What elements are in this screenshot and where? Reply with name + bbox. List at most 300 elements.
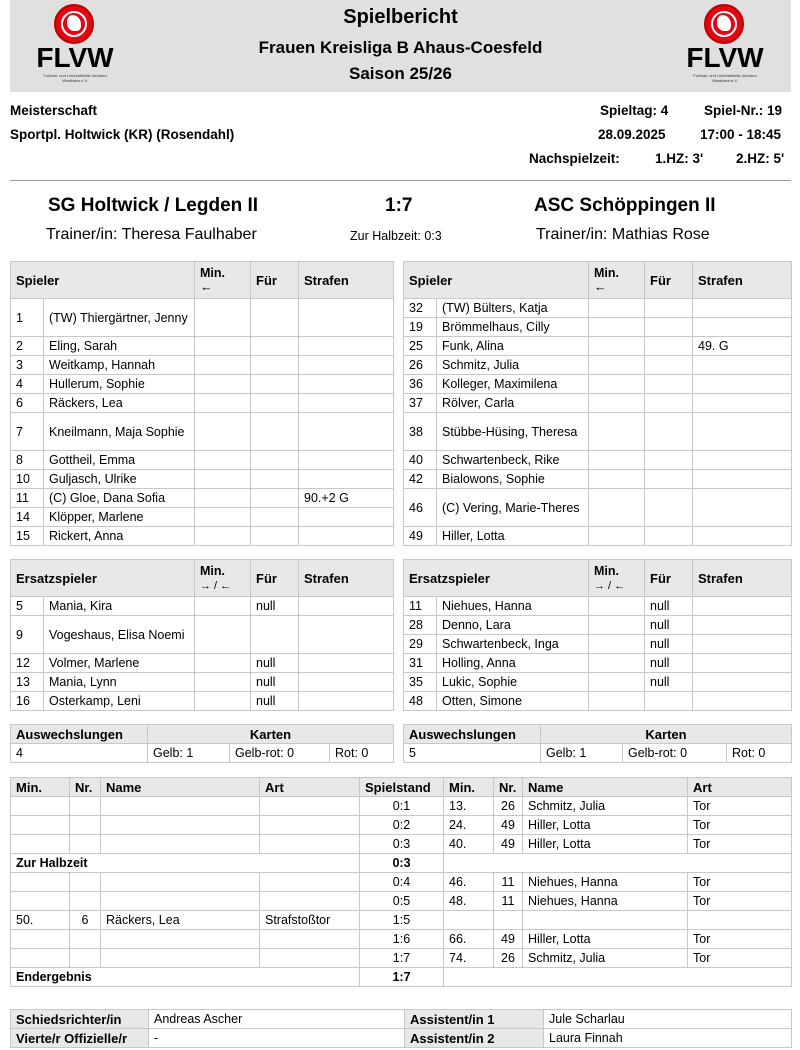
event-row [11,930,792,949]
home-event-minute: 50. [11,911,70,930]
player-row [11,451,394,470]
player-minute [589,375,645,394]
player-penalties [693,470,792,489]
player-replaced-by: null [645,673,693,692]
report-header [10,0,791,92]
logo-text: FLVW [36,42,114,73]
home-event-minute [11,835,70,854]
player-row [11,692,394,711]
player-replaced-by [645,318,693,337]
home-summary-table [10,724,394,763]
player-row [404,470,792,489]
divider [10,180,791,181]
extra-time-half2: 2.HZ: 5' [736,151,785,166]
player-number: 11 [404,597,437,616]
event-row [11,873,792,892]
home-event-type [260,949,360,968]
player-minute [589,673,645,692]
player-minute [589,616,645,635]
player-row [404,318,792,337]
player-name: (TW) Thiergärtner, Jenny [44,299,195,337]
away-event-number [494,911,523,930]
player-minute [589,654,645,673]
event-row [11,911,792,930]
player-row [11,597,394,616]
header-art: Art [688,778,792,797]
player-replaced-by [645,356,693,375]
player-replaced-by [645,527,693,546]
player-row [11,673,394,692]
player-penalties [693,692,792,711]
player-minute [195,673,251,692]
header-spieler: Spieler [11,262,195,299]
player-minute [195,356,251,375]
player-penalties [299,375,394,394]
home-yellow-red: Gelb-rot: 0 [230,744,330,763]
player-name: Schmitz, Julia [437,356,589,375]
player-penalties [299,692,394,711]
halftime-row [11,854,792,873]
player-name: Rickert, Anna [44,527,195,546]
label-assistant-1: Assistent/in 1 [405,1010,544,1029]
player-row [404,635,792,654]
player-number: 10 [11,470,44,489]
header-strafen: Strafen [299,262,394,299]
match-events-table [10,777,792,987]
player-penalties [693,597,792,616]
header-karten: Karten [148,725,394,744]
header-fuer: Für [645,262,693,299]
player-row [11,527,394,546]
away-event-minute [444,911,494,930]
player-minute [195,527,251,546]
player-penalties [299,616,394,654]
player-row [404,413,792,451]
score-at-event: 1:5 [360,911,444,930]
player-number: 28 [404,616,437,635]
home-event-minute [11,873,70,892]
header-nr: Nr. [494,778,523,797]
player-name: Hullerum, Sophie [44,375,195,394]
player-row [404,394,792,413]
player-number: 1 [11,299,44,337]
header-fuer: Für [251,262,299,299]
player-number: 46 [404,489,437,527]
away-yellow-red: Gelb-rot: 0 [623,744,727,763]
player-number: 9 [11,616,44,654]
player-penalties [693,299,792,318]
final-row [11,968,792,987]
player-number: 42 [404,470,437,489]
player-number: 19 [404,318,437,337]
away-event-minute: 74. [444,949,494,968]
away-event-number: 49 [494,816,523,835]
empty-cell [444,968,792,987]
player-replaced-by [645,394,693,413]
home-event-player [101,873,260,892]
player-name: Volmer, Marlene [44,654,195,673]
player-minute [195,337,251,356]
logo-tagline: Fußball- und Leichtathletik-Verband Westfalen e.V. [43,73,107,83]
home-event-type [260,930,360,949]
player-row [11,375,394,394]
player-name: Vogeshaus, Elisa Noemi [44,616,195,654]
player-penalties [693,375,792,394]
away-event-minute: 24. [444,816,494,835]
player-minute [195,413,251,451]
venue: Sportpl. Holtwick (KR) (Rosendahl) [10,127,235,142]
home-event-type [260,816,360,835]
halftime-label: Zur Halbzeit [11,854,360,873]
player-penalties [693,413,792,451]
player-penalties [299,337,394,356]
player-number: 25 [404,337,437,356]
header-auswechslungen: Auswechslungen [404,725,541,744]
away-event-number: 26 [494,797,523,816]
player-minute [195,375,251,394]
player-replaced-by: null [645,616,693,635]
player-penalties [299,597,394,616]
player-minute [195,508,251,527]
player-replaced-by: null [251,597,299,616]
officials-table [10,1009,792,1048]
player-number: 38 [404,413,437,451]
halftime-score: Zur Halbzeit: 0:3 [350,229,442,243]
player-name: Funk, Alina [437,337,589,356]
away-event-number: 11 [494,892,523,911]
home-event-number [70,835,101,854]
player-number: 8 [11,451,44,470]
player-row [11,654,394,673]
player-row [11,394,394,413]
player-name: Rölver, Carla [437,394,589,413]
player-replaced-by [645,337,693,356]
player-number: 15 [11,527,44,546]
player-name: Weitkamp, Hannah [44,356,195,375]
player-number: 37 [404,394,437,413]
player-minute [195,394,251,413]
score-at-event: 1:7 [360,949,444,968]
player-minute [589,413,645,451]
home-trainer: Trainer/in: Theresa Faulhaber [46,226,257,243]
player-row [404,673,792,692]
extra-time-label: Nachspielzeit: [529,151,620,166]
home-event-number [70,797,101,816]
player-minute [195,692,251,711]
away-event-number: 49 [494,835,523,854]
final-score: 1:7 [385,195,413,216]
player-minute [195,489,251,508]
header-min: Min. [11,778,70,797]
away-sub-count: 5 [404,744,541,763]
player-replaced-by [251,451,299,470]
report-title: Spielbericht [343,6,458,28]
home-event-number: 6 [70,911,101,930]
home-event-number [70,873,101,892]
player-minute [589,527,645,546]
label-assistant-2: Assistent/in 2 [405,1029,544,1048]
away-event-minute: 48. [444,892,494,911]
header-ersatzspieler: Ersatzspieler [11,560,195,597]
player-replaced-by: null [645,597,693,616]
player-replaced-by [645,489,693,527]
player-number: 26 [404,356,437,375]
player-row [404,299,792,318]
away-event-type: Tor [688,949,792,968]
score-at-event: 0:2 [360,816,444,835]
player-replaced-by [251,616,299,654]
home-subs-table [10,559,394,711]
label-fourth-official: Vierte/r Offizielle/r [11,1029,149,1048]
home-event-minute [11,892,70,911]
player-minute [589,299,645,318]
league-name: Frauen Kreisliga B Ahaus-Coesfeld [258,38,543,57]
header-min: Min. [444,778,494,797]
player-row [404,616,792,635]
player-replaced-by [251,489,299,508]
player-number: 4 [11,375,44,394]
player-replaced-by [251,394,299,413]
player-minute [589,635,645,654]
header-name: Name [101,778,260,797]
home-event-minute [11,816,70,835]
away-event-type: Tor [688,930,792,949]
home-event-minute [11,930,70,949]
header-auswechslungen: Auswechslungen [11,725,148,744]
player-number: 16 [11,692,44,711]
away-event-player: Niehues, Hanna [523,892,688,911]
player-penalties [693,451,792,470]
player-penalties: 90.+2 G [299,489,394,508]
player-row [11,489,394,508]
player-penalties [299,527,394,546]
away-event-minute: 66. [444,930,494,949]
player-minute [589,394,645,413]
player-minute [195,654,251,673]
player-name: Schwartenbeck, Inga [437,635,589,654]
score-at-event: 0:1 [360,797,444,816]
player-replaced-by: null [251,654,299,673]
away-event-number: 49 [494,930,523,949]
player-number: 13 [11,673,44,692]
away-event-type [688,911,792,930]
home-event-player [101,949,260,968]
player-replaced-by [251,337,299,356]
player-minute [589,451,645,470]
header-spieler: Spieler [404,262,589,299]
away-event-player [523,911,688,930]
player-replaced-by [645,299,693,318]
player-row [11,616,394,654]
header-art: Art [260,778,360,797]
player-penalties [693,356,792,375]
event-row [11,816,792,835]
away-yellow: Gelb: 1 [541,744,623,763]
player-penalties [693,673,792,692]
home-event-minute [11,949,70,968]
score-at-event: 0:4 [360,873,444,892]
player-minute [589,692,645,711]
header-fuer: Für [645,560,693,597]
match-date: 28.09.2025 [598,127,666,142]
player-number: 2 [11,337,44,356]
fourth-official-name: - [149,1029,405,1048]
player-row [404,692,792,711]
player-name: Kneilmann, Maja Sophie [44,413,195,451]
player-replaced-by: null [251,673,299,692]
player-row [404,527,792,546]
header-fuer: Für [251,560,299,597]
match-number: Spiel-Nr.: 19 [704,103,783,118]
player-number: 36 [404,375,437,394]
player-row [11,337,394,356]
away-event-type: Tor [688,816,792,835]
header-name: Name [523,778,688,797]
home-event-number [70,930,101,949]
player-name: Mania, Lynn [44,673,195,692]
player-minute [195,616,251,654]
player-name: Klöpper, Marlene [44,508,195,527]
player-penalties [299,470,394,489]
away-event-minute: 46. [444,873,494,892]
player-row [404,489,792,527]
player-penalties [693,616,792,635]
player-number: 35 [404,673,437,692]
header-strafen: Strafen [299,560,394,597]
player-name: Räckers, Lea [44,394,195,413]
away-event-player: Niehues, Hanna [523,873,688,892]
player-row [11,356,394,375]
logo-text: FLVW [686,42,764,73]
away-lineup-table [403,261,792,546]
event-row [11,835,792,854]
away-subs-table [403,559,792,711]
player-name: Eling, Sarah [44,337,195,356]
player-number: 11 [11,489,44,508]
player-name: Hiller, Lotta [437,527,589,546]
player-replaced-by [251,299,299,337]
home-event-number [70,816,101,835]
score-at-event: 0:5 [360,892,444,911]
home-event-number [70,949,101,968]
player-row [404,375,792,394]
empty-cell [444,854,792,873]
player-penalties [693,318,792,337]
score-at-event: 1:6 [360,930,444,949]
away-event-player: Hiller, Lotta [523,835,688,854]
player-row [11,508,394,527]
home-event-player [101,892,260,911]
player-name: Niehues, Hanna [437,597,589,616]
home-yellow: Gelb: 1 [148,744,230,763]
player-name: (TW) Bülters, Katja [437,299,589,318]
player-row [404,337,792,356]
header-strafen: Strafen [693,262,792,299]
player-number: 3 [11,356,44,375]
assistant-1-name: Jule Scharlau [544,1010,792,1029]
away-event-type: Tor [688,797,792,816]
player-name: Lukic, Sophie [437,673,589,692]
header-min: Min. → / ← [195,560,251,597]
player-minute [589,489,645,527]
label-referee: Schiedsrichter/in [11,1010,149,1029]
player-number: 14 [11,508,44,527]
player-penalties [299,508,394,527]
away-red: Rot: 0 [727,744,792,763]
player-replaced-by [645,692,693,711]
player-row [404,654,792,673]
player-name: Bialowons, Sophie [437,470,589,489]
player-minute [195,470,251,489]
away-team-name: ASC Schöppingen II [534,195,716,216]
player-penalties [299,299,394,337]
player-row [11,299,394,337]
player-name: (C) Gloe, Dana Sofia [44,489,195,508]
player-replaced-by [251,375,299,394]
player-number: 6 [11,394,44,413]
player-name: Brömmelhaus, Cilly [437,318,589,337]
away-event-number: 26 [494,949,523,968]
player-minute [195,597,251,616]
player-row [11,413,394,451]
player-replaced-by [645,375,693,394]
home-event-minute [11,797,70,816]
player-penalties [299,654,394,673]
player-row [404,356,792,375]
player-number: 32 [404,299,437,318]
player-minute [589,318,645,337]
player-name: Schwartenbeck, Rike [437,451,589,470]
matchday: Spieltag: 4 [600,103,669,118]
away-summary-table [403,724,792,763]
player-row [404,451,792,470]
player-penalties: 49. G [693,337,792,356]
player-replaced-by [645,470,693,489]
home-lineup-table [10,261,394,546]
score-at-event: 1:7 [360,968,444,987]
final-label: Endergebnis [11,968,360,987]
player-name: Mania, Kira [44,597,195,616]
player-minute [589,337,645,356]
player-number: 12 [11,654,44,673]
player-replaced-by [251,508,299,527]
player-replaced-by: null [251,692,299,711]
season: Saison 25/26 [348,64,452,83]
player-replaced-by [251,470,299,489]
player-penalties [693,394,792,413]
home-event-player [101,797,260,816]
header-ersatzspieler: Ersatzspieler [404,560,589,597]
player-penalties [693,635,792,654]
event-row [11,892,792,911]
player-name: (C) Vering, Marie-Theres [437,489,589,527]
logo-tagline: Fußball- und Leichtathletik-Verband Westfalen e.V. [693,73,757,83]
assistant-2-name: Laura Finnah [544,1029,792,1048]
away-event-player: Hiller, Lotta [523,816,688,835]
player-number: 40 [404,451,437,470]
player-penalties [299,413,394,451]
horse-emblem-icon [704,4,744,44]
away-event-player: Hiller, Lotta [523,930,688,949]
player-number: 49 [404,527,437,546]
player-replaced-by [251,527,299,546]
home-event-player [101,816,260,835]
player-name: Osterkamp, Leni [44,692,195,711]
player-number: 48 [404,692,437,711]
away-event-minute: 40. [444,835,494,854]
away-event-player: Schmitz, Julia [523,797,688,816]
player-row [404,597,792,616]
